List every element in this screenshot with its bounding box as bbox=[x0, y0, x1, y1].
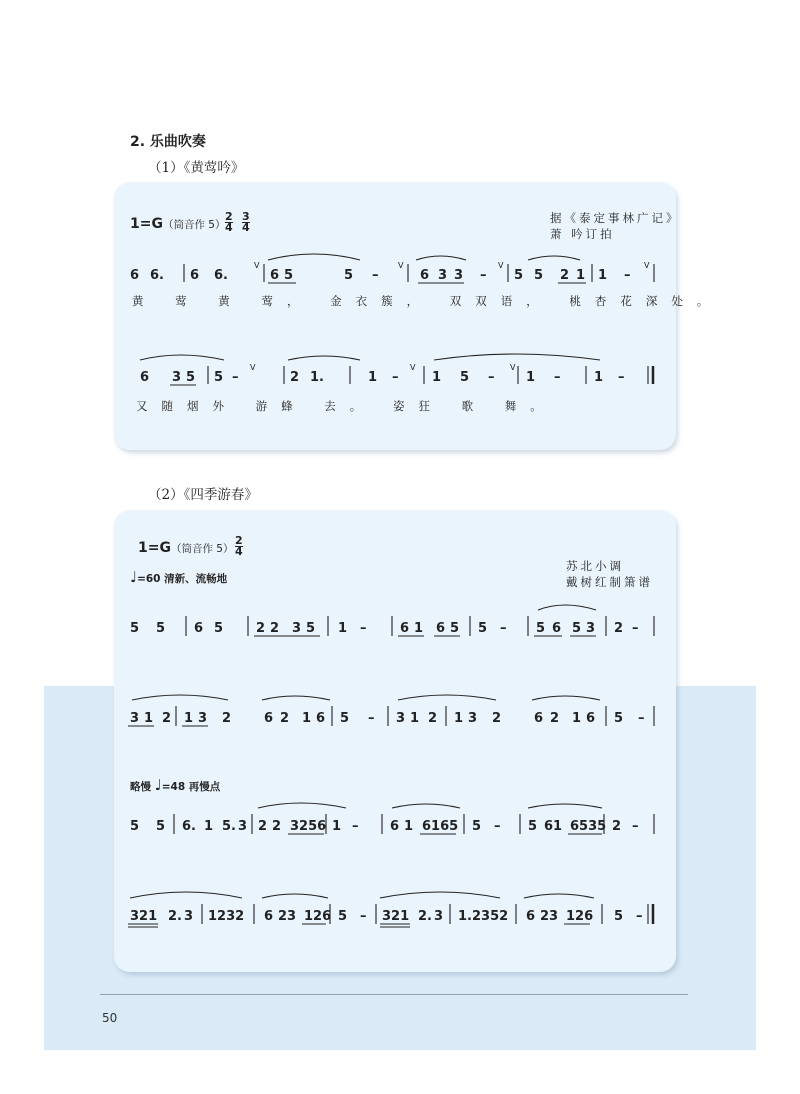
svg-text:2: 2 bbox=[290, 370, 300, 385]
svg-text:V: V bbox=[498, 261, 504, 270]
svg-text:V: V bbox=[644, 261, 650, 270]
time-signature-3: 2 4 bbox=[235, 534, 243, 558]
svg-text:3: 3 bbox=[184, 909, 194, 924]
piece-1-source: 据《泰定事林广记》 bbox=[550, 211, 681, 225]
svg-text:–: – bbox=[554, 370, 561, 385]
notation-line-1 bbox=[124, 248, 664, 290]
svg-text:1: 1 bbox=[404, 819, 414, 834]
svg-text:6: 6 bbox=[420, 268, 430, 283]
svg-text:–: – bbox=[638, 711, 645, 726]
quarter-note-icon-2: ♩ bbox=[154, 776, 162, 794]
notation-line-5 bbox=[124, 798, 664, 840]
key-signature-2: 1=G bbox=[138, 540, 171, 556]
svg-text:6: 6 bbox=[270, 268, 280, 283]
svg-text:2.: 2. bbox=[418, 909, 432, 924]
svg-text:5: 5 bbox=[156, 819, 166, 834]
svg-text:2: 2 bbox=[614, 621, 624, 636]
svg-text:5: 5 bbox=[284, 268, 294, 283]
piece-2-arranger: 戴树红制箫谱 bbox=[566, 575, 653, 589]
svg-text:5: 5 bbox=[340, 711, 350, 726]
svg-text:–: – bbox=[352, 819, 359, 834]
svg-text:5: 5 bbox=[528, 819, 538, 834]
svg-text:V: V bbox=[510, 363, 516, 372]
svg-text:1: 1 bbox=[576, 268, 586, 283]
svg-text:3: 3 bbox=[438, 268, 448, 283]
svg-text:–: – bbox=[360, 621, 367, 636]
piece-1-key bbox=[130, 216, 226, 232]
svg-text:V: V bbox=[398, 261, 404, 270]
svg-text:1: 1 bbox=[526, 370, 536, 385]
svg-text:5: 5 bbox=[460, 370, 470, 385]
key-signature: 1=G bbox=[130, 216, 163, 232]
notation-line-4 bbox=[124, 690, 664, 732]
svg-text:–: – bbox=[632, 621, 639, 636]
time-signature-1: 2 4 bbox=[225, 210, 233, 234]
svg-text:2: 2 bbox=[492, 711, 502, 726]
svg-text:5: 5 bbox=[450, 621, 460, 636]
piece-1-arranger: 萧 吟订拍 bbox=[550, 227, 615, 241]
svg-text:2.: 2. bbox=[168, 909, 182, 924]
quarter-note-icon: ♩ bbox=[130, 568, 138, 586]
svg-text:2: 2 bbox=[280, 711, 290, 726]
svg-text:1: 1 bbox=[454, 711, 464, 726]
svg-text:5: 5 bbox=[214, 370, 224, 385]
svg-text:3: 3 bbox=[130, 711, 140, 726]
svg-text:–: – bbox=[368, 711, 375, 726]
page-number: 50 bbox=[102, 1011, 118, 1025]
svg-text:3: 3 bbox=[198, 711, 208, 726]
svg-text:5: 5 bbox=[472, 819, 482, 834]
svg-text:321: 321 bbox=[382, 909, 410, 924]
tempo-2-prefix: 略慢 bbox=[130, 781, 151, 793]
svg-text:5: 5 bbox=[478, 621, 488, 636]
svg-text:6165: 6165 bbox=[422, 819, 459, 834]
svg-text:5: 5 bbox=[306, 621, 316, 636]
svg-text:–: – bbox=[624, 268, 631, 283]
svg-text:1: 1 bbox=[184, 711, 194, 726]
svg-text:6: 6 bbox=[526, 909, 536, 924]
svg-text:2: 2 bbox=[428, 711, 438, 726]
svg-text:126: 126 bbox=[304, 909, 332, 924]
svg-text:6535: 6535 bbox=[570, 819, 607, 834]
piece-2-title: （2）《四季游春》 bbox=[148, 487, 258, 503]
svg-text:–: – bbox=[488, 370, 495, 385]
piece-1-title: （1）《黄莺吟》 bbox=[148, 160, 245, 176]
svg-text:1: 1 bbox=[432, 370, 442, 385]
svg-text:6: 6 bbox=[264, 909, 274, 924]
svg-text:3: 3 bbox=[172, 370, 182, 385]
notation-line-3 bbox=[124, 598, 664, 640]
time-signature-2: 3 4 bbox=[242, 210, 250, 234]
svg-text:1: 1 bbox=[598, 268, 608, 283]
svg-text:23: 23 bbox=[540, 909, 559, 924]
tempo-marking-1 bbox=[130, 568, 227, 586]
svg-text:3: 3 bbox=[586, 621, 596, 636]
svg-text:–: – bbox=[494, 819, 501, 834]
svg-text:–: – bbox=[480, 268, 487, 283]
svg-text:6: 6 bbox=[190, 268, 200, 283]
svg-text:2: 2 bbox=[258, 819, 268, 834]
tempo-1-text: =60 清新、流畅地 bbox=[137, 573, 228, 585]
svg-text:5: 5 bbox=[344, 268, 354, 283]
svg-text:61: 61 bbox=[544, 819, 563, 834]
svg-text:1: 1 bbox=[594, 370, 604, 385]
svg-text:3: 3 bbox=[454, 268, 464, 283]
lyrics-line-1: 黄 莺 黄 莺， 金衣簇， 双双语， 桃杏花深处。 bbox=[132, 294, 723, 308]
svg-text:1: 1 bbox=[572, 711, 582, 726]
svg-text:5: 5 bbox=[214, 621, 224, 636]
svg-text:5: 5 bbox=[338, 909, 348, 924]
svg-text:2: 2 bbox=[560, 268, 570, 283]
key-note-2: （筒音作 5） bbox=[170, 543, 234, 555]
svg-text:321: 321 bbox=[130, 909, 158, 924]
svg-text:3256: 3256 bbox=[290, 819, 327, 834]
svg-text:2: 2 bbox=[272, 819, 282, 834]
svg-text:6: 6 bbox=[130, 268, 140, 283]
svg-text:5: 5 bbox=[572, 621, 582, 636]
svg-text:–: – bbox=[360, 909, 367, 924]
svg-text:1: 1 bbox=[368, 370, 378, 385]
svg-text:6: 6 bbox=[534, 711, 544, 726]
svg-text:–: – bbox=[392, 370, 399, 385]
svg-text:1232: 1232 bbox=[208, 909, 245, 924]
lyrics-line-2: 又随烟外 游蜂 去。 姿狂 歌 舞。 bbox=[136, 399, 556, 413]
svg-text:5.: 5. bbox=[222, 819, 236, 834]
piece-2-source: 苏北小调 bbox=[566, 559, 624, 573]
svg-text:–: – bbox=[636, 909, 643, 924]
svg-text:23: 23 bbox=[278, 909, 297, 924]
tempo-marking-2 bbox=[130, 776, 220, 794]
svg-text:6: 6 bbox=[586, 711, 596, 726]
svg-text:–: – bbox=[232, 370, 239, 385]
svg-text:–: – bbox=[618, 370, 625, 385]
svg-text:1: 1 bbox=[204, 819, 214, 834]
svg-text:5: 5 bbox=[534, 268, 544, 283]
svg-text:1.2352: 1.2352 bbox=[458, 909, 509, 924]
svg-text:1.: 1. bbox=[310, 370, 324, 385]
svg-text:V: V bbox=[250, 363, 256, 372]
svg-text:V: V bbox=[254, 261, 260, 270]
svg-text:6: 6 bbox=[264, 711, 274, 726]
svg-text:3: 3 bbox=[292, 621, 302, 636]
svg-text:6.: 6. bbox=[214, 268, 228, 283]
notation-line-2 bbox=[124, 350, 664, 392]
footer-rule bbox=[100, 994, 688, 995]
svg-text:5: 5 bbox=[614, 711, 624, 726]
svg-text:5: 5 bbox=[536, 621, 546, 636]
svg-text:–: – bbox=[372, 268, 379, 283]
tempo-2-text: =48 再慢点 bbox=[161, 781, 221, 793]
svg-text:5: 5 bbox=[156, 621, 166, 636]
svg-text:3: 3 bbox=[468, 711, 478, 726]
svg-text:1: 1 bbox=[414, 621, 424, 636]
svg-text:6: 6 bbox=[552, 621, 562, 636]
svg-text:2: 2 bbox=[550, 711, 560, 726]
svg-text:6: 6 bbox=[194, 621, 204, 636]
svg-text:5: 5 bbox=[614, 909, 624, 924]
piece-2-key bbox=[138, 540, 234, 556]
svg-text:6: 6 bbox=[316, 711, 326, 726]
notation-line-6 bbox=[124, 888, 664, 934]
section-title: 2. 乐曲吹奏 bbox=[130, 134, 206, 150]
svg-text:1: 1 bbox=[332, 819, 342, 834]
svg-text:2: 2 bbox=[270, 621, 280, 636]
svg-text:6.: 6. bbox=[150, 268, 164, 283]
key-note: （筒音作 5） bbox=[162, 219, 226, 231]
svg-text:5: 5 bbox=[130, 621, 140, 636]
svg-text:1: 1 bbox=[338, 621, 348, 636]
svg-text:3: 3 bbox=[434, 909, 444, 924]
svg-text:6: 6 bbox=[140, 370, 150, 385]
svg-text:2: 2 bbox=[256, 621, 266, 636]
svg-text:–: – bbox=[632, 819, 639, 834]
svg-text:6: 6 bbox=[390, 819, 400, 834]
svg-text:5: 5 bbox=[130, 819, 140, 834]
svg-text:6.: 6. bbox=[182, 819, 196, 834]
svg-text:2: 2 bbox=[612, 819, 622, 834]
svg-text:126: 126 bbox=[566, 909, 594, 924]
svg-text:1: 1 bbox=[302, 711, 312, 726]
svg-text:6: 6 bbox=[436, 621, 446, 636]
svg-text:2: 2 bbox=[222, 711, 232, 726]
svg-text:3: 3 bbox=[238, 819, 248, 834]
svg-text:3: 3 bbox=[396, 711, 406, 726]
svg-text:5: 5 bbox=[514, 268, 524, 283]
svg-text:6: 6 bbox=[400, 621, 410, 636]
svg-text:V: V bbox=[410, 363, 416, 372]
svg-text:1: 1 bbox=[410, 711, 420, 726]
svg-text:–: – bbox=[500, 621, 507, 636]
svg-text:2: 2 bbox=[162, 711, 172, 726]
svg-text:1: 1 bbox=[144, 711, 154, 726]
svg-text:5: 5 bbox=[186, 370, 196, 385]
